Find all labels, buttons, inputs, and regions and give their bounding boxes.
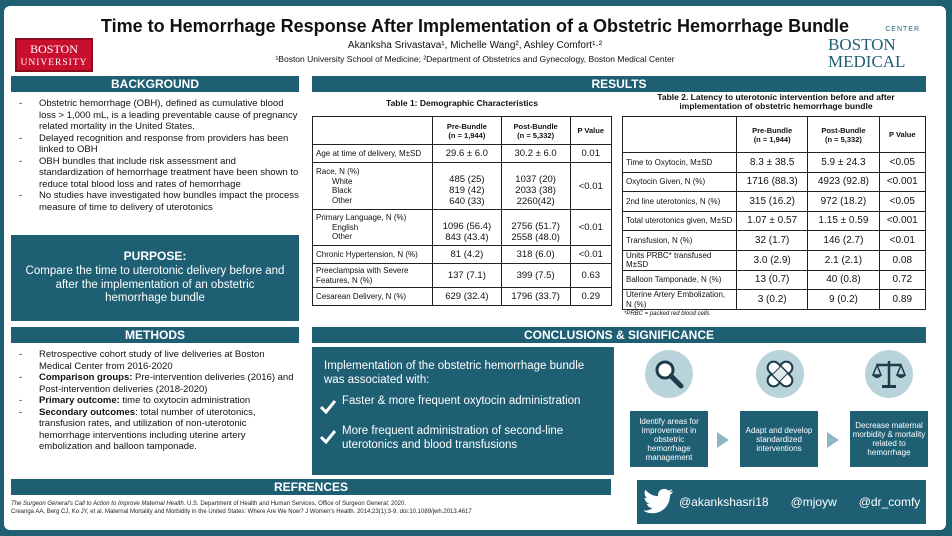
- pre-bundle-value: 8.3 ± 38.5: [737, 153, 808, 173]
- p-value: <0.001: [879, 211, 925, 231]
- methods-section: [11, 349, 299, 453]
- row-label: Oxytocin Given, N (%): [623, 172, 737, 192]
- conclusion-point: [312, 391, 614, 421]
- row-label: 2nd line uterotonics, N (%): [623, 192, 737, 212]
- cell-value: 1096 (56.4): [442, 221, 492, 232]
- methods-item: [11, 407, 299, 453]
- table1-title: Table 1: Demographic Characteristics: [386, 98, 538, 108]
- checkmark-icon: [320, 400, 336, 418]
- reference-text: U.S. Department of Health and Human Services, Office of Surgeon General; 2020.: [185, 501, 407, 507]
- table-row: [313, 163, 612, 210]
- cell-value: 485 (25): [449, 174, 485, 185]
- row-label-text: Preeclampsia with Severe Features, N (%): [316, 266, 409, 285]
- social-handle[interactable]: @dr_comfy: [858, 495, 921, 509]
- p-value: <0.01: [570, 210, 612, 246]
- table-row: [313, 210, 612, 246]
- flow-step-decrease: Decrease maternal morbidity & mortality related to hemorrhage: [850, 411, 928, 467]
- post-bundle-value: [501, 163, 570, 210]
- table-header-row: [313, 117, 612, 145]
- column-header: [313, 117, 433, 145]
- scales-icon: [865, 350, 913, 398]
- methods-item-label: Comparison groups:: [39, 372, 133, 383]
- column-header: Pre-Bundle (n = 1,944): [433, 117, 502, 145]
- methods-item-label: Primary outcome:: [39, 395, 120, 406]
- twitter-icon: [643, 488, 673, 517]
- checkmark-icon: [320, 430, 336, 448]
- pre-bundle-value: 1.07 ± 0.57: [737, 211, 808, 231]
- column-header: [623, 117, 737, 153]
- post-bundle-value: 5.9 ± 24.3: [808, 153, 879, 173]
- post-bundle-value: 972 (18.2): [808, 192, 879, 212]
- table-row: [623, 153, 926, 173]
- flow-arrow-icon: [827, 432, 839, 448]
- row-label: [313, 288, 433, 306]
- pre-bundle-value: 315 (16.2): [737, 192, 808, 212]
- row-label: Total uterotonics given, M±SD: [623, 211, 737, 231]
- cell-value: 2260(42): [516, 196, 555, 207]
- boston-medical-center-logo: CENTER BOSTON MEDICAL: [828, 26, 920, 71]
- p-value: <0.001: [879, 172, 925, 192]
- flow-step-identify: Identify areas for improvement in obstetric hemorrhage management: [630, 411, 708, 467]
- flow-icon-2: [756, 350, 804, 398]
- post-bundle-value: [501, 246, 570, 264]
- flow-arrow-icon: [717, 432, 729, 448]
- column-header: P Value: [879, 117, 925, 153]
- conclusion-point: [312, 421, 614, 455]
- spacer: [505, 165, 567, 174]
- row-sublabel: White: [332, 176, 353, 186]
- boston-university-logo: BOSTON UNIVERSITY: [15, 38, 93, 72]
- table2-title: Table 2. Latency to uterotonic intervention before and after implementation of obstetric hemorrhage bundle: [657, 92, 895, 111]
- methods-item-text: time to oxytocin administration: [119, 395, 251, 406]
- conclusions-box: [312, 347, 614, 475]
- p-value: <0.05: [879, 153, 925, 173]
- spacer: [436, 212, 498, 221]
- reference-item: [11, 508, 621, 516]
- reference-title: The Surgeon General's Call to Action to Improve Maternal Health.: [11, 501, 186, 507]
- cell-value: 1796 (33.7): [511, 291, 560, 302]
- pre-bundle-value: 32 (1.7): [737, 231, 808, 251]
- methods-list: [11, 349, 299, 453]
- pre-bundle-value: 13 (0.7): [737, 270, 808, 290]
- pre-bundle-value: [433, 288, 502, 306]
- pre-bundle-value: [433, 163, 502, 210]
- post-bundle-value: 40 (0.8): [808, 270, 879, 290]
- row-label: [313, 210, 433, 246]
- row-label: [313, 264, 433, 288]
- table-row: [313, 264, 612, 288]
- row-label-text: Primary Language, N (%): [316, 213, 407, 223]
- background-item: - OBH bundles that include risk assessment and standardization of hemorrhage treatment have been shown to reduce total blood loss and rates of hemorrhage: [11, 156, 299, 191]
- social-bar: [637, 480, 926, 524]
- conclusions-intro: Implementation of the obstetric hemorrhage bundle was associated with:: [324, 360, 585, 386]
- post-bundle-value: [501, 145, 570, 163]
- pre-bundle-value: [433, 246, 502, 264]
- table-row: [623, 192, 926, 212]
- row-label-text: Race, N (%): [316, 167, 360, 176]
- pre-bundle-value: [433, 264, 502, 288]
- pre-bundle-value: [433, 145, 502, 163]
- pre-bundle-value: 3.0 (2.9): [737, 250, 808, 270]
- row-sublabel: Other: [332, 195, 353, 205]
- social-handle[interactable]: @mjoyw: [790, 495, 837, 509]
- flow-step-adapt: Adapt and develop standardized interventions: [740, 411, 818, 467]
- post-bundle-value: [501, 264, 570, 288]
- background-list: [11, 98, 299, 213]
- row-label: Transfusion, N (%): [623, 231, 737, 251]
- cell-value: 819 (42): [449, 185, 485, 196]
- spacer: [436, 165, 498, 174]
- reference-text: Creanga AA, Berg CJ, Ko JY, et al. Maternal Mortality and Morbidity in the United States: Where Are We Now? J Women's Health. 2014;23(1):3-9. doi:10.1089/jwh.2013.4617: [11, 509, 472, 515]
- background-section: [11, 98, 299, 213]
- column-header: Post-Bundle (n = 5,332): [501, 117, 570, 145]
- methods-item: [11, 349, 299, 372]
- cell-value: 81 (4.2): [450, 249, 484, 260]
- cell-value: 2033 (38): [515, 185, 556, 196]
- post-bundle-value: 4923 (92.8): [808, 172, 879, 192]
- pre-bundle-value: 3 (0.2): [737, 290, 808, 310]
- background-item: - Delayed recognition and response from providers has been linked to OBH: [11, 133, 299, 156]
- purpose-box: [11, 235, 299, 321]
- post-bundle-value: 146 (2.7): [808, 231, 879, 251]
- methods-item-text: Pre-intervention deliveries (2016) and Post-intervention deliveries (2018-2020): [39, 372, 294, 395]
- row-label: Time to Oxytocin, M±SD: [623, 153, 737, 173]
- flow-icon-3: [865, 350, 913, 398]
- methods-header: METHODS: [11, 327, 299, 343]
- conclusions-points: [312, 391, 614, 455]
- poster: [4, 6, 946, 530]
- poster-title: Time to Hemorrhage Response After Implementation of a Obstetric Hemorrhage Bundle: [100, 16, 850, 36]
- background-item: - Obstetric hemorrhage (OBH), defined as cumulative blood loss > 1,000 mL, is a leading preventable cause of pregnancy related mortality in the United States.: [11, 98, 299, 133]
- cell-value: 318 (6.0): [516, 249, 555, 260]
- table2-footnote: *PRBC = packed red blood cells: [624, 311, 710, 317]
- table-row: [623, 211, 926, 231]
- cell-value: 30.2 ± 6.0: [514, 148, 557, 159]
- purpose-text: Compare the time to uterotonic delivery before and after the implementation of an obstetric hemorrhage bundle: [25, 265, 285, 304]
- methods-item-text: : total number of uterotonics, transfusion rates, and utilization of non-uterotonic hemorrhage interventions including uterine artery embolization and balloon tamponade.: [39, 406, 256, 452]
- p-value: 0.08: [879, 250, 925, 270]
- cell-value: 137 (7.1): [447, 270, 486, 281]
- post-bundle-value: [501, 288, 570, 306]
- bandage-icon: [756, 350, 804, 398]
- post-bundle-value: 9 (0.2): [808, 290, 879, 310]
- cell-value: 399 (7.5): [516, 270, 555, 281]
- flow-icon-1: [645, 350, 693, 398]
- row-label: Uterine Artery Embolization, N (%): [623, 290, 737, 310]
- post-bundle-value: 2.1 (2.1): [808, 250, 879, 270]
- methods-item-label: Secondary outcomes: [39, 406, 136, 418]
- p-value: 0.72: [879, 270, 925, 290]
- cell-value: 2756 (51.7): [511, 221, 560, 232]
- row-label: Balloon Tamponade, N (%): [623, 270, 737, 290]
- latency-table: [622, 116, 926, 310]
- row-label-text: Age at time of delivery, M±SD: [316, 148, 422, 158]
- table-row: [313, 145, 612, 163]
- p-value: 0.29: [570, 288, 612, 306]
- cell-value: 640 (33): [449, 196, 485, 207]
- row-label: [313, 145, 433, 163]
- table-row: [313, 246, 612, 264]
- spacer: [505, 212, 567, 221]
- table-row: [623, 290, 926, 310]
- affiliations: ¹Boston University School of Medicine; ²Department of Obstetrics and Gynecology, Boston Medical Center: [275, 54, 675, 64]
- methods-item: [11, 372, 299, 395]
- p-value: 0.63: [570, 264, 612, 288]
- row-sublabel: Black: [332, 186, 352, 195]
- reference-item: [11, 500, 621, 508]
- results-header: RESULTS: [312, 76, 926, 92]
- cell-value: 2558 (48.0): [511, 232, 560, 243]
- conclusions-header: CONCLUSIONS & SIGNIFICANCE: [312, 327, 926, 343]
- cell-value: 1037 (20): [515, 174, 556, 185]
- p-value: <0.01: [570, 163, 612, 210]
- row-sublabel: Other: [332, 232, 353, 242]
- table-row: [623, 250, 926, 270]
- purpose-header: PURPOSE:: [123, 249, 187, 263]
- methods-item: [11, 395, 299, 407]
- row-label-text: Cesarean Delivery, N (%): [316, 291, 407, 301]
- conclusion-point-text: More frequent administration of second-line uterotonics and blood transfusions: [342, 425, 564, 451]
- conclusion-point-text: Faster & more frequent oxytocin administration: [342, 395, 581, 407]
- table-row: [623, 231, 926, 251]
- p-value: 0.01: [570, 145, 612, 163]
- background-item: - No studies have investigated how bundles impact the process measure of time to delivery of uterotonics: [11, 190, 299, 213]
- cell-value: 629 (32.4): [445, 291, 489, 302]
- background-header: BACKGROUND: [11, 76, 299, 92]
- row-sublabel: English: [332, 222, 359, 232]
- magnifier-icon: [645, 350, 693, 398]
- row-label: Units PRBC* transfused M±SD: [623, 250, 737, 270]
- social-handle[interactable]: @akankshasri18: [679, 495, 769, 509]
- table-row: [623, 172, 926, 192]
- table-header-row: [623, 117, 926, 153]
- demographics-table: [312, 116, 612, 306]
- p-value: <0.01: [570, 246, 612, 264]
- column-header: P Value: [570, 117, 612, 145]
- row-label: [313, 163, 433, 210]
- references-header: REFRENCES: [11, 479, 611, 495]
- row-label: [313, 246, 433, 264]
- cell-value: 29.6 ± 6.0: [445, 148, 488, 159]
- p-value: <0.05: [879, 192, 925, 212]
- p-value: <0.01: [879, 231, 925, 251]
- post-bundle-value: [501, 210, 570, 246]
- cell-value: 843 (43.4): [445, 232, 489, 243]
- column-header: Post-Bundle (n = 5,332): [808, 117, 879, 153]
- table-row: [313, 288, 612, 306]
- references-list: [11, 500, 621, 516]
- row-label-text: Chronic Hypertension, N (%): [316, 249, 418, 259]
- social-handles: [679, 495, 920, 509]
- column-header: Pre-Bundle (n = 1,944): [737, 117, 808, 153]
- post-bundle-value: 1.15 ± 0.59: [808, 211, 879, 231]
- pre-bundle-value: 1716 (88.3): [737, 172, 808, 192]
- methods-item-text: Retrospective cohort study of live deliveries at Boston Medical Center from 2016-2020: [39, 349, 265, 372]
- authors: Akanksha Srivastava¹, Michelle Wang², Ashley Comfort¹·²: [347, 40, 603, 51]
- table-row: [623, 270, 926, 290]
- pre-bundle-value: [433, 210, 502, 246]
- p-value: 0.89: [879, 290, 925, 310]
